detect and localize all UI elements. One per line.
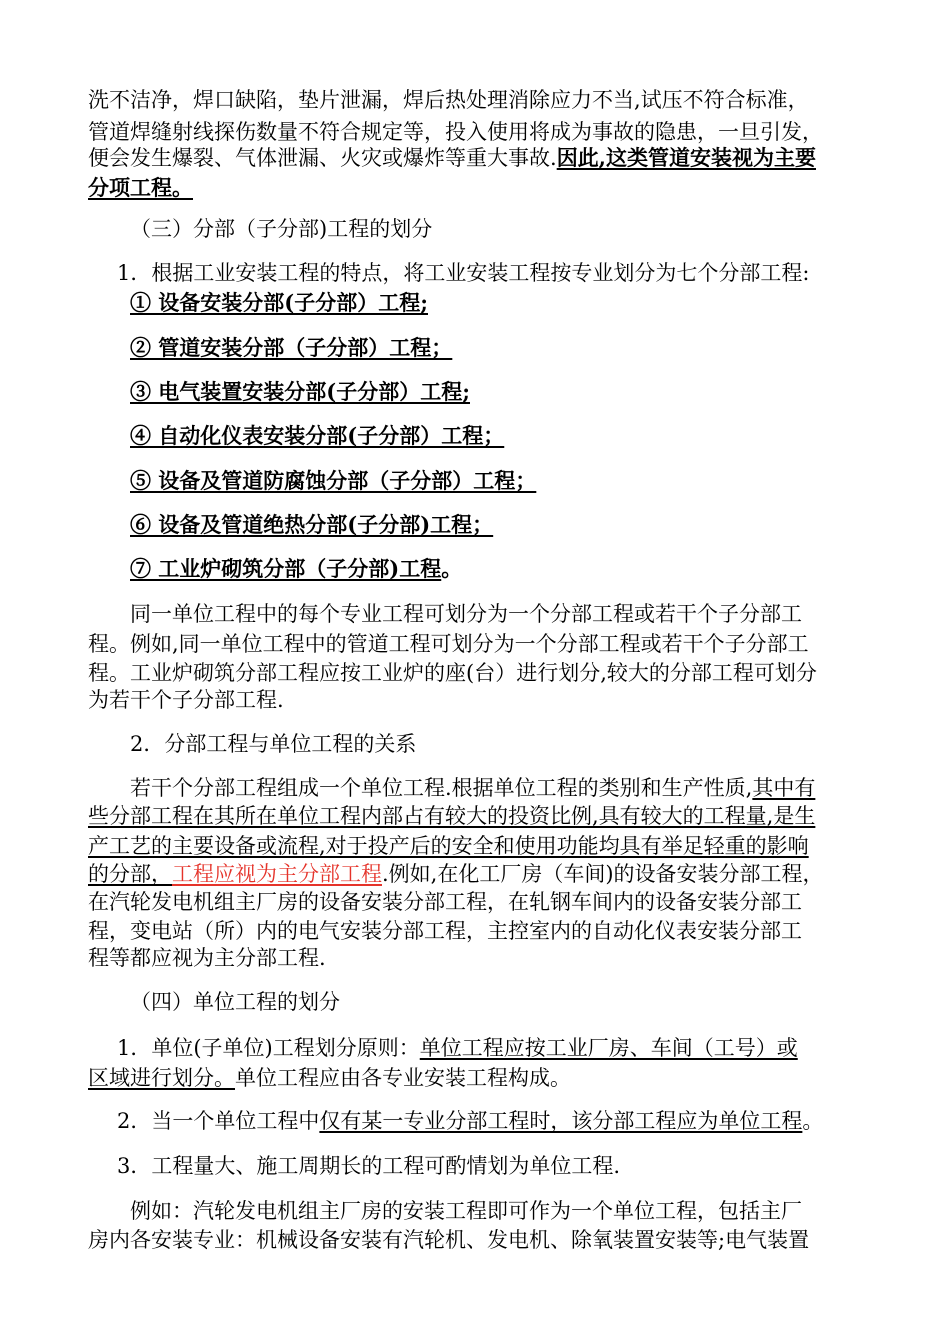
underlined-text: 其中有: [752, 776, 816, 800]
paragraph-line: 程等都应视为主分部工程.: [88, 946, 326, 970]
underlined-text: 些分部工程在其所在单位工程内部占有较大的投资比例,具有较大的工程量,是生: [88, 804, 816, 828]
subitem-6: ⑥ 设备及管道绝热分部(子分部)工程；: [130, 512, 494, 537]
underlined-text: 产工艺的主要设备或流程,对于投产后的安全和使用功能均具有举足轻重的影响: [88, 834, 809, 858]
paragraph-line: 为若干个子分部工程.: [88, 688, 284, 712]
bold-underlined-text: 因此,这类管道安装视为主要: [556, 145, 816, 170]
paragraph-line: 程。工业炉砌筑分部工程应按工业炉的座(台）进行划分,较大的分部工程可划分: [88, 661, 817, 685]
list-item: 1．单位(子单位)工程划分原则：单位工程应按工业厂房、车间（工号）或: [117, 1036, 798, 1060]
text-line: 洗不洁净，焊口缺陷，垫片泄漏，焊后热处理消除应力不当,试压不符合标准，: [88, 88, 809, 112]
paragraph-line: 程。例如,同一单位工程中的管道工程可划分为一个分部工程或若干个子分部工: [88, 632, 809, 656]
bold-underlined-text: 分项工程。: [88, 175, 193, 200]
paragraph-line: 区域进行划分。单位工程应由各专业安装工程构成。: [88, 1066, 571, 1090]
paragraph-line: 的分部，工程应视为主分部工程.例如,在化工厂房（车间)的设备安装分部工程，: [88, 862, 824, 886]
underlined-text: 仅有某一专业分部工程时，该分部工程应为单位工程: [319, 1109, 803, 1133]
list-item: 3．工程量大、施工周期长的工程可酌情划为单位工程.: [117, 1154, 621, 1178]
paragraph-line: 例如：汽轮发电机组主厂房的安装工程即可作为一个单位工程，包括主厂: [130, 1199, 802, 1223]
paragraph-line: 在汽轮发电机组主厂房的设备安装分部工程，在轧钢车间内的设备安装分部工: [88, 890, 802, 914]
paragraph-line: 若干个分部工程组成一个单位工程.根据单位工程的类别和生产性质,其中有: [130, 776, 816, 800]
subitem-2: ② 管道安装分部（子分部）工程；: [130, 335, 453, 360]
section-heading: （三）分部（子分部)工程的划分: [130, 217, 433, 241]
list-item: 2．分部工程与单位工程的关系: [130, 732, 417, 756]
subitem-3: ③ 电气装置安装分部(子分部）工程;: [130, 379, 470, 404]
text-line: 管道焊缝射线探伤数量不符合规定等，投入使用将成为事故的隐患，一旦引发，: [88, 120, 823, 144]
underlined-text: 区域进行划分。: [88, 1066, 235, 1090]
subitem-1: ① 设备安装分部(子分部）工程;: [130, 290, 428, 315]
paragraph-line: 程，变电站（所）内的电气安装分部工程，主控室内的自动化仪表安装分部工: [88, 919, 802, 943]
subitem-7: ⑦ 工业炉砌筑分部（子分部)工程。: [130, 556, 463, 581]
list-item: 2．当一个单位工程中仅有某一专业分部工程时，该分部工程应为单位工程。: [117, 1109, 824, 1133]
red-underlined-text: 工程应视为主分部工程: [172, 862, 382, 886]
paragraph-line: 房内各安装专业：机械设备安装有汽轮机、发电机、除氧装置安装等;电气装置: [88, 1228, 810, 1252]
paragraph-line: 同一单位工程中的每个专业工程可划分为一个分部工程或若干个子分部工: [130, 602, 802, 626]
underlined-text: 单位工程应按工业厂房、车间（工号）或: [419, 1036, 798, 1060]
subitem-4: ④ 自动化仪表安装分部(子分部）工程；: [130, 423, 505, 448]
list-item: 1．根据工业安装工程的特点，将工业安装工程按专业划分为七个分部工程:: [117, 261, 810, 285]
subitem-5: ⑤ 设备及管道防腐蚀分部（子分部）工程；: [130, 468, 537, 493]
text-line: 便会发生爆裂、气体泄漏、火灾或爆炸等重大事故.因此,这类管道安装视为主要: [88, 145, 816, 170]
section-heading: （四）单位工程的划分: [130, 990, 340, 1014]
